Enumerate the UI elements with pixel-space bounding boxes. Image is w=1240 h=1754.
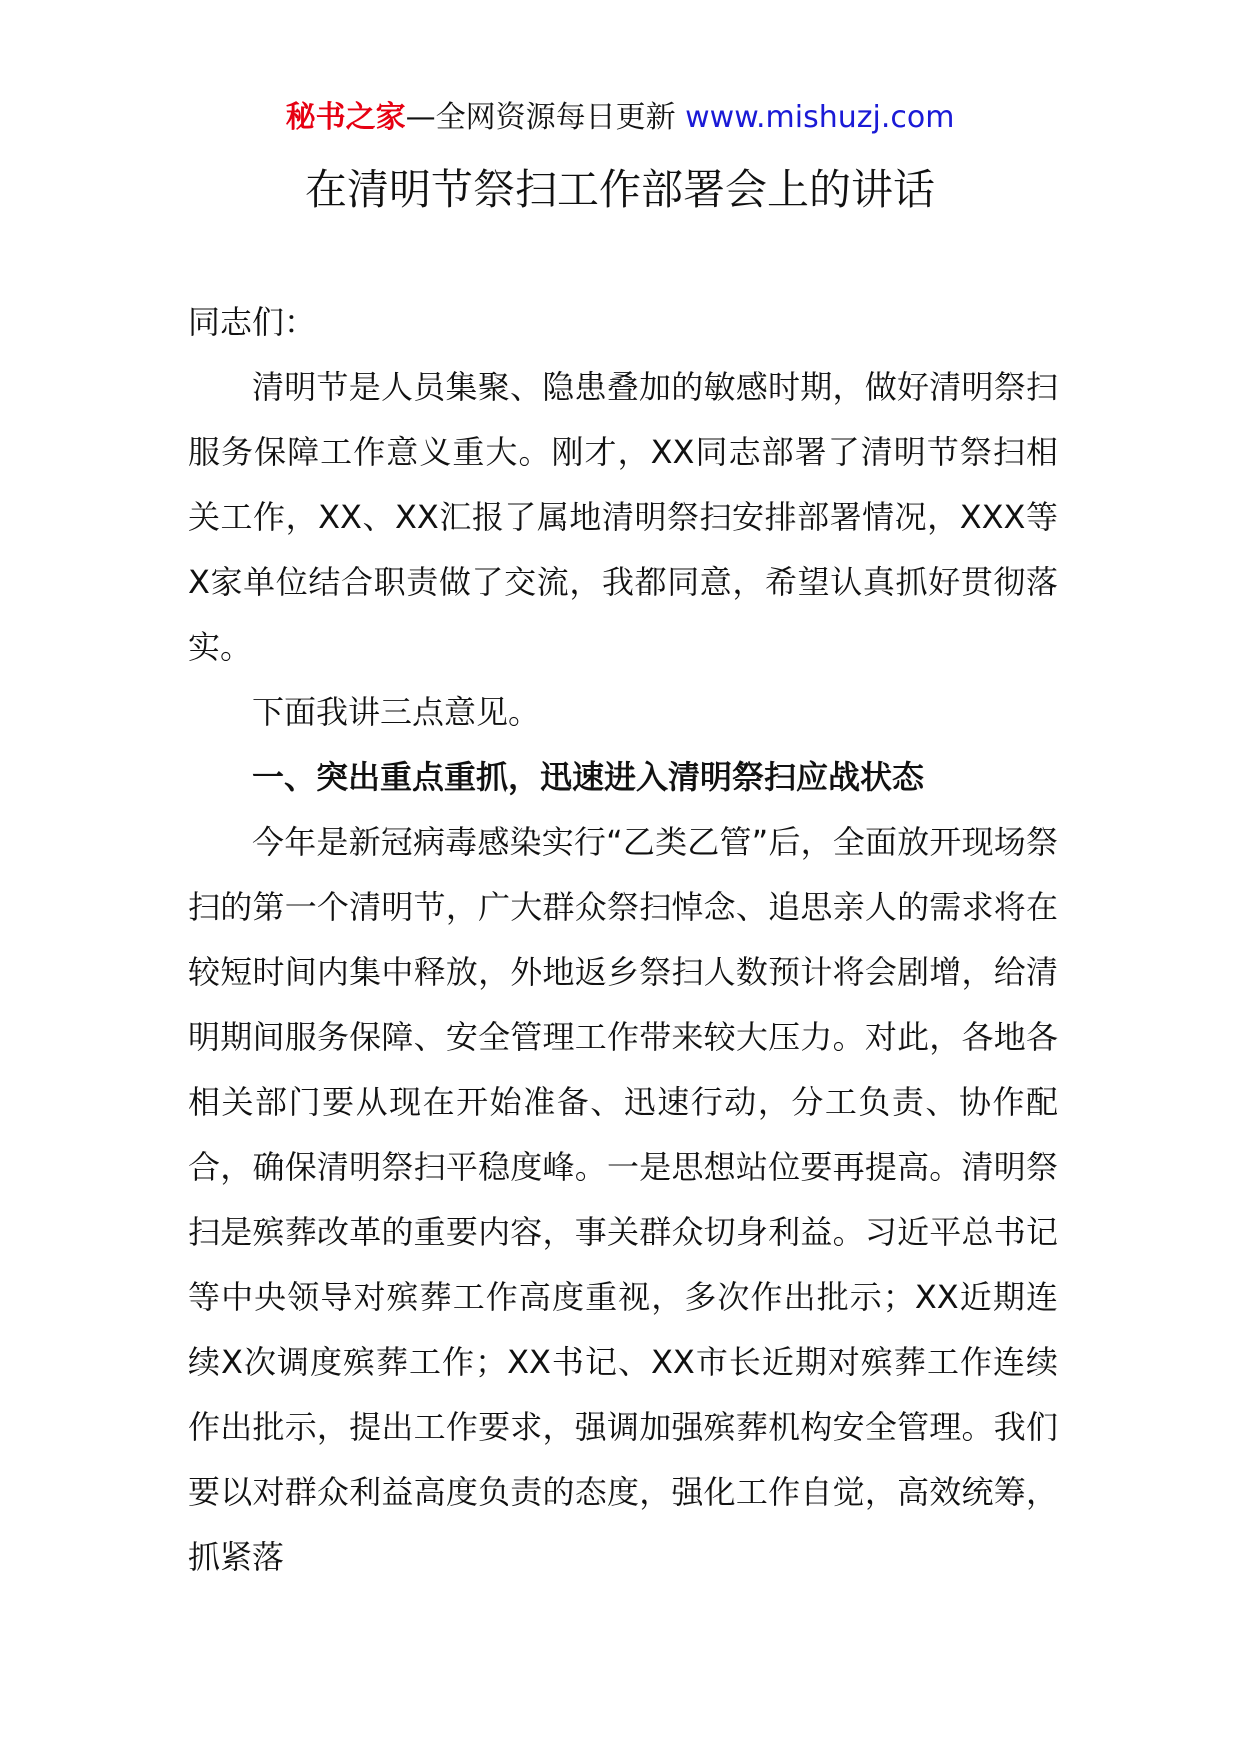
header-slogan: —全网资源每日更新 <box>405 100 676 135</box>
section-heading-1: 一、突出重点重抓，迅速进入清明祭扫应战状态 <box>252 758 925 796</box>
brand-name: 秘书之家 <box>285 100 406 135</box>
paragraph-section-1: 今年是新冠病毒感染实行“乙类乙管”后，全面放开现场祭扫的第一个清明节，广大群众祭扫悼念、追思亲人的需求将在较短时间内集中释放，外地返乡祭扫人数预计将会剧增，给清明期间服务保障、安全管理工作带来较大压力。对此，各地各相关部门要从现在开始准备、迅速行动，分工负责、协作配合，确保清明祭扫平稳度峰。一是思想站位要再提高。清明祭扫是殡葬改革的重要内容，事关群众切身利益。习近平总书记等中央领导对殡葬工作高度重视，多次作出批示；XX近期连续X次调度殡葬工作；XX书记、XX市长近期对殡葬工作连续作出批示，提出工作要求，强调加强殡葬机构安全管理。我们要以对群众利益高度负责的态度，强化工作自觉，高效统筹，抓紧落 <box>188 823 1058 1576</box>
document-body <box>188 355 1058 1590</box>
document-title: 在清明节祭扫工作部署会上的讲话 <box>304 165 935 214</box>
site-url-link[interactable]: www.mishuzj.com <box>685 100 955 135</box>
paragraph-intro: 清明节是人员集聚、隐患叠加的敏感时期，做好清明祭扫服务保障工作意义重大。刚才，XX同志部署了清明节祭扫相关工作，XX、XX汇报了属地清明祭扫安排部署情况，XXX等X家单位结合职责做了交流，我都同意，希望认真抓好贯彻落实。 <box>188 368 1058 666</box>
paragraph-outline: 下面我讲三点意见。 <box>252 693 541 731</box>
salutation: 同志们： <box>188 303 317 341</box>
site-header <box>0 98 1240 138</box>
